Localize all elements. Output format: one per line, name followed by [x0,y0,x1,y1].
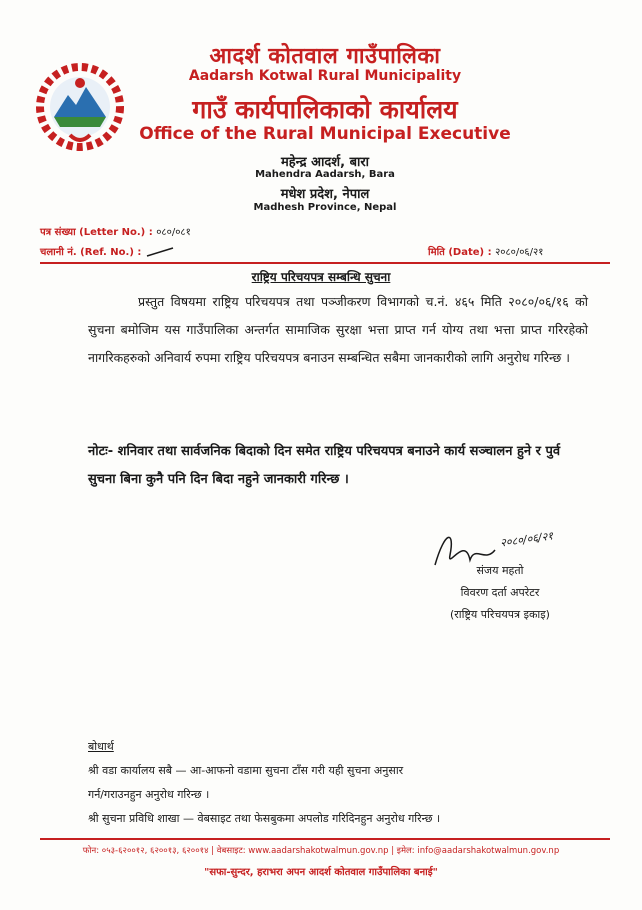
notice-title: राष्ट्रिय परिचयपत्र सम्बन्धि सुचना [251,270,391,284]
cc-line-3: श्री सुचना प्रविधि शाखा — वेबसाइट तथा फेसबुकमा अपलोड गरिदिनहुन अनुरोध गरिन्छ । [88,812,441,825]
cc-heading: बोधार्थ [88,740,114,753]
date-value: २०८०/०६/२१ [495,247,544,258]
notice-paragraph: प्रस्तुत विषयमा राष्ट्रिय परिचयपत्र तथा पञ्जीकरण विभागको च.नं. ४६५ मिति २०८०/०६/१६ को सुचना बमोजिम यस गाउँपालिका अन्तर्गत सामाजिक सुरक्षा भत्ता प्राप्त गर्न योग्य तथा भत्ता प्राप्त गरिरहेको नागरिकहरुको अनिवार्य रुपमा राष्ट्रिय परिचयपत्र बनाउन सम्बन्धित सबैमा जानकारीको लागि अनुरोध गरिन्छ । [88,294,588,365]
letter-label: पत्र संख्या (Letter No.) : [40,227,153,238]
office-name-np: गाउँ कार्यपालिकाको कार्यालय [192,95,458,124]
footer-slogan: "सफा-सुन्दर, हराभरा अपन आदर्श कोतवाल गाउँपालिका बनाई" [204,867,438,878]
ref-label: चलानी नं. (Ref. No.) : [40,247,142,258]
signer-designation: विवरण दर्ता अपरेटर [460,586,540,599]
header-divider [40,262,610,264]
province-np: मधेश प्रदेश, नेपाल [280,187,370,202]
date [428,244,543,258]
signature-block [420,560,580,626]
date-label: मिति (Date) : [428,247,492,258]
footer-divider [40,838,610,840]
signature-date: २०८०/०६/२१ [499,529,554,550]
place-en: Mahendra Aadarsh, Bara [255,169,395,180]
province-en: Madhesh Province, Nepal [253,202,397,213]
cc-line-2: गर्न/गराउनहुन अनुरोध गरिन्छ । [88,788,210,801]
signer-name: संजय महतो [476,564,524,577]
place-np: महेन्द्र आदर्श, बारा [280,155,370,170]
municipality-name-en: Aadarsh Kotwal Rural Municipality [188,68,462,84]
letter-value: ०८०/०८१ [156,227,191,238]
letter-number [40,224,191,238]
cc-line-1: श्री वडा कार्यालय सबै — आ-आफनो वडामा सुचना टाँस गरी यही सुचना अनुसार [88,764,404,777]
footer-contact: फोन: ०५३-६२००१२, ६२००१३, ६२००१४ | वेबसाइट: www.aadarshakotwalmun.gov.np | इमेल: info@aadarshakotwalmun.gov.np [82,846,560,856]
municipality-name-np: आदर्श कोतवाल गाउँपालिका [209,44,441,69]
ref-number [40,244,175,258]
signer-unit: (राष्ट्रिय परिचयपत्र इकाइ) [450,608,550,621]
ref-tick-icon [145,246,175,258]
office-name-en: Office of the Rural Municipal Executive [139,124,511,144]
notice-note: नोटः- शनिवार तथा सार्वजनिक बिदाको दिन समेत राष्ट्रिय परिचयपत्र बनाउने कार्य सञ्चालन हुने र पुर्व सुचना बिना कुनै पनि दिन बिदा नहुने जानकारी गरिन्छ । [88,444,561,487]
